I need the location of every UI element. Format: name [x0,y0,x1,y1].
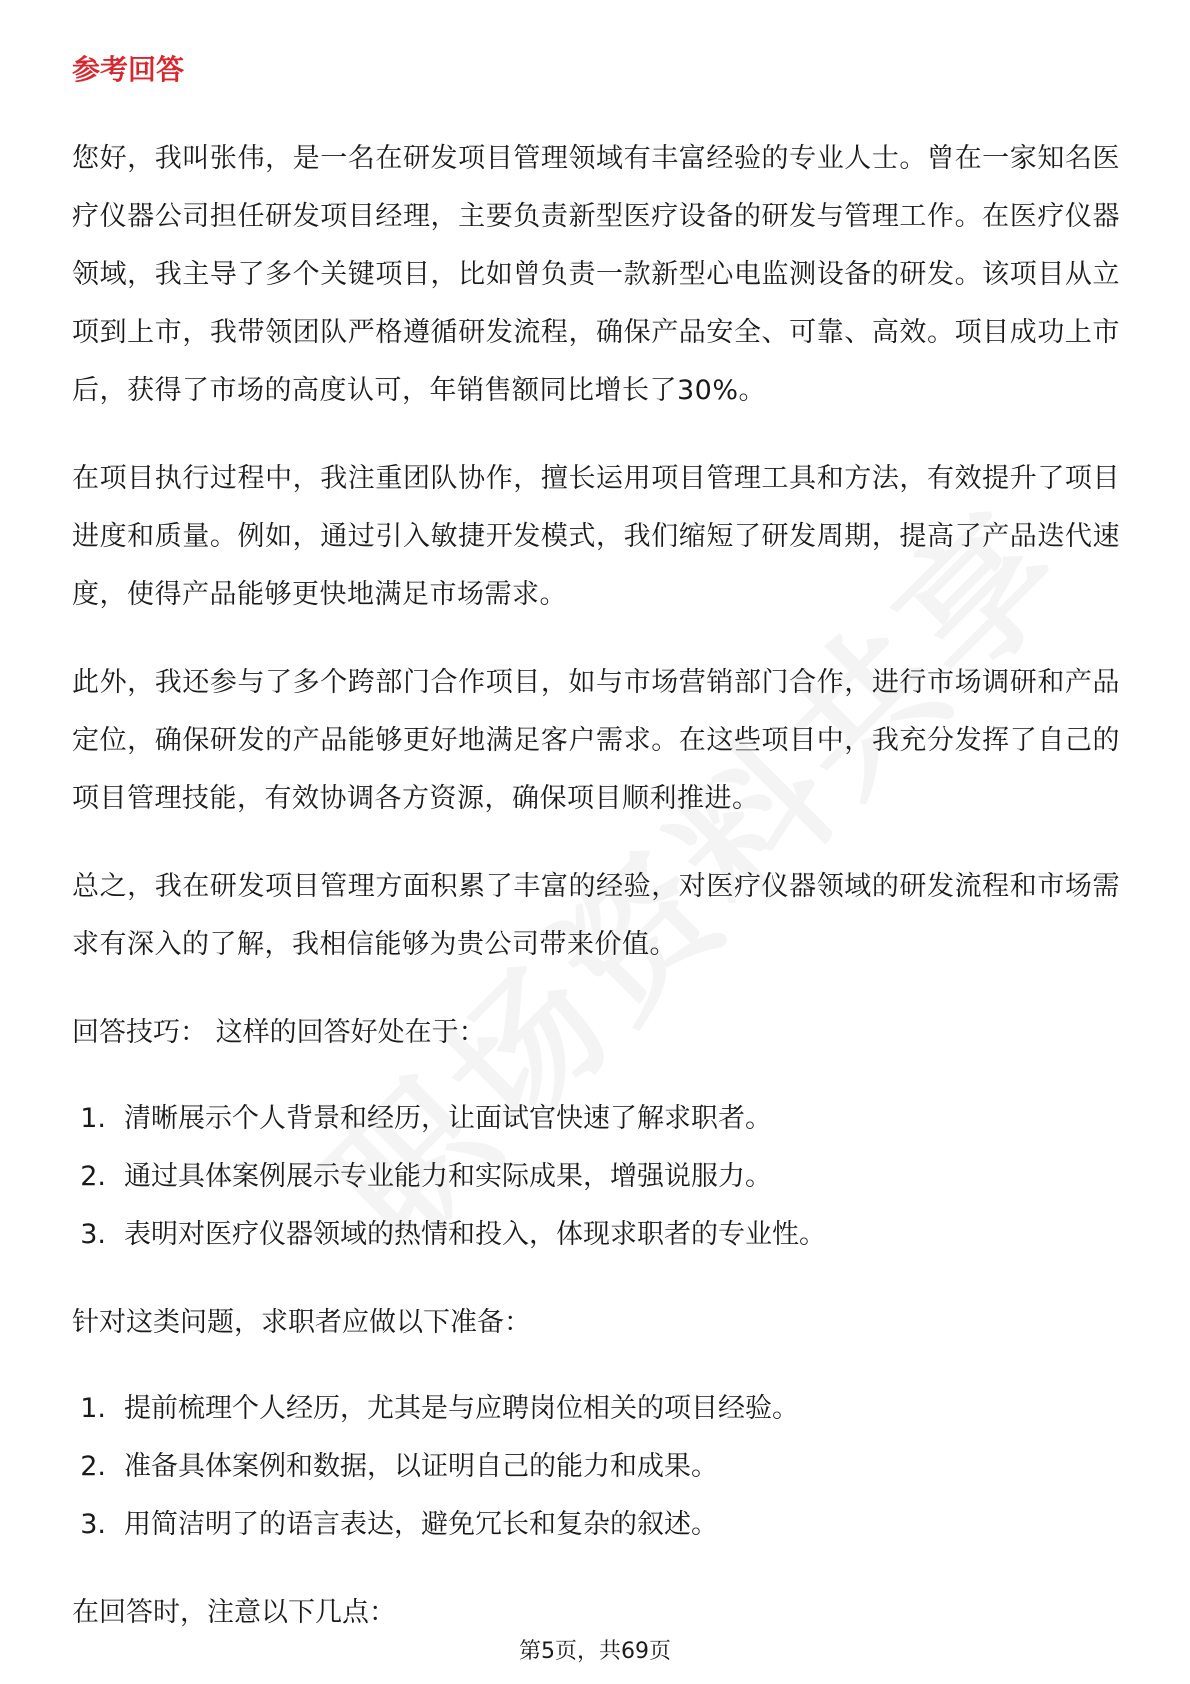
list-item-number: 3. [80,1509,106,1540]
list-item-number: 3. [80,1219,106,1250]
list-item-number: 1. [80,1393,106,1424]
list-item-text: 清晰展示个人背景和经历，让面试官快速了解求职者。 [124,1103,772,1134]
notes-intro: 在回答时，注意以下几点： [72,1597,396,1628]
answer-paragraph-1: 您好，我叫张伟，是一名在研发项目管理领域有丰富经验的专业人士。曾在一家知名医疗仪器公司担任研发项目经理，主要负责新型医疗设备的研发与管理工作。在医疗仪器领域，我主导了多个关键项目，比如曾负责一款新型心电监测设备的研发。该项目从立项到上市，我带领团队严格遵循研发流程，确保产品安全、可靠、高效。项目成功上市后，获得了市场的高度认可，年销售额同比增长了30%。 [72,143,1120,406]
section-heading: 参考回答 [72,53,185,86]
list-item [72,1206,1120,1264]
tips-intro: 回答技巧： 这样的回答好处在于： [72,1017,486,1048]
list-item-text: 用简洁明了的语言表达，避免冗长和复杂的叙述。 [124,1509,718,1540]
list-item-number: 1. [80,1103,106,1134]
list-item [72,1380,1120,1438]
prep-list [72,1380,1120,1554]
list-item-number: 2. [80,1451,106,1482]
list-item-text: 表明对医疗仪器领域的热情和投入，体现求职者的专业性。 [124,1219,826,1250]
prep-intro: 针对这类问题，求职者应做以下准备： [72,1307,531,1338]
document-content [72,50,1120,1670]
list-item [72,1438,1120,1496]
list-item-text: 提前梳理个人经历，尤其是与应聘岗位相关的项目经验。 [124,1393,799,1424]
list-item-text: 准备具体案例和数据，以证明自己的能力和成果。 [124,1451,718,1482]
list-item [72,1148,1120,1206]
answer-paragraph-3: 此外，我还参与了多个跨部门合作项目，如与市场营销部门合作，进行市场调研和产品定位，确保研发的产品能够更好地满足客户需求。在这些项目中，我充分发挥了自己的项目管理技能，有效协调各方资源，确保项目顺利推进。 [72,667,1120,814]
tips-list [72,1090,1120,1264]
list-item-number: 2. [80,1161,106,1192]
list-item [72,1496,1120,1554]
answer-paragraph-2: 在项目执行过程中，我注重团队协作，擅长运用项目管理工具和方法，有效提升了项目进度和质量。例如，通过引入敏捷开发模式，我们缩短了研发周期，提高了产品迭代速度，使得产品能够更快地满足市场需求。 [72,463,1120,610]
answer-paragraph-4: 总之，我在研发项目管理方面积累了丰富的经验，对医疗仪器领域的研发流程和市场需求有深入的了解，我相信能够为贵公司带来价值。 [72,871,1120,960]
page-footer: 第5页，共69页 [519,1639,671,1664]
list-item [72,1090,1120,1148]
list-item-text: 通过具体案例展示专业能力和实际成果，增强说服力。 [124,1161,772,1192]
